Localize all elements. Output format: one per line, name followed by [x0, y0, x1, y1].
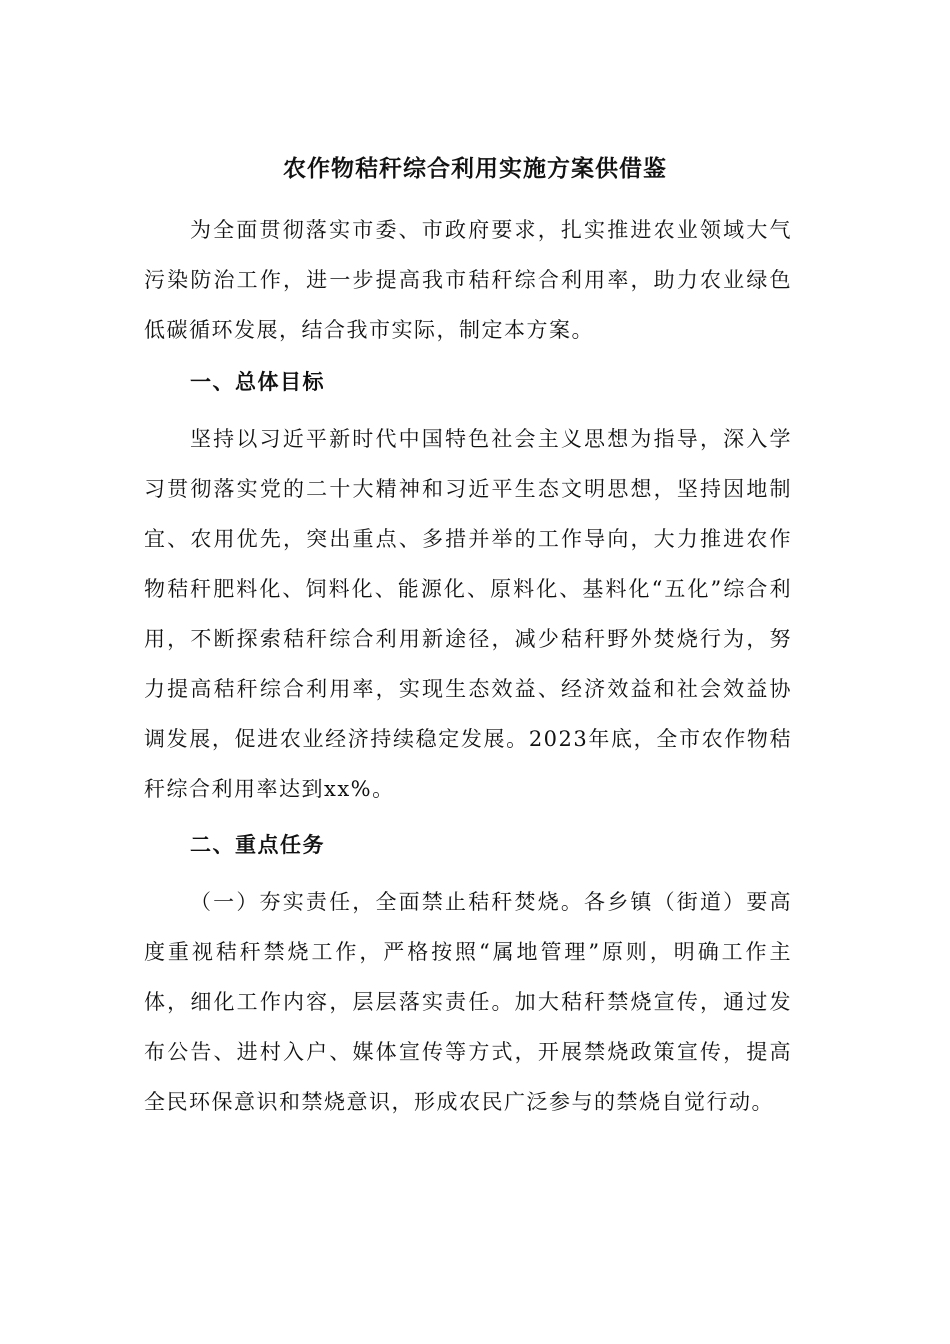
section-paragraph-key-tasks: （一）夯实责任，全面禁止秸秆焚烧。各乡镇（街道）要高度重视秸秆禁烧工作，严格按照“属地管理”原则，明确工作主体，细化工作内容，层层落实责任。加大秸秆禁烧宣传，通过发布公告、进村入户、媒体宣传等方式，开展禁烧政策宣传，提高全民环保意识和禁烧意识，形成农民广泛参与的禁烧自觉行动。: [144, 890, 792, 1114]
document-title: 农作物秸秆综合利用实施方案供借鉴: [283, 155, 667, 182]
section-heading-key-tasks: 二、重点任务: [190, 832, 325, 857]
intro-paragraph: 为全面贯彻落实市委、市政府要求，扎实推进农业领域大气污染防治工作，进一步提高我市秸秆综合利用率，助力农业绿色低碳循环发展，结合我市实际，制定本方案。: [144, 218, 792, 342]
section-heading-overall-goal: 一、总体目标: [190, 369, 325, 394]
section-paragraph-overall-goal: 坚持以习近平新时代中国特色社会主义思想为指导，深入学习贯彻落实党的二十大精神和习近平生态文明思想，坚持因地制宜、农用优先，突出重点、多措并举的工作导向，大力推进农作物秸秆肥料化、饲料化、能源化、原料化、基料化“五化”综合利用，不断探索秸秆综合利用新途径，减少秸秆野外焚烧行为，努力提高秸秆综合利用率，实现生态效益、经济效益和社会效益协调发展，促进农业经济持续稳定发展。2023年底，全市农作物秸秆综合利用率达到xx%。: [144, 427, 792, 801]
